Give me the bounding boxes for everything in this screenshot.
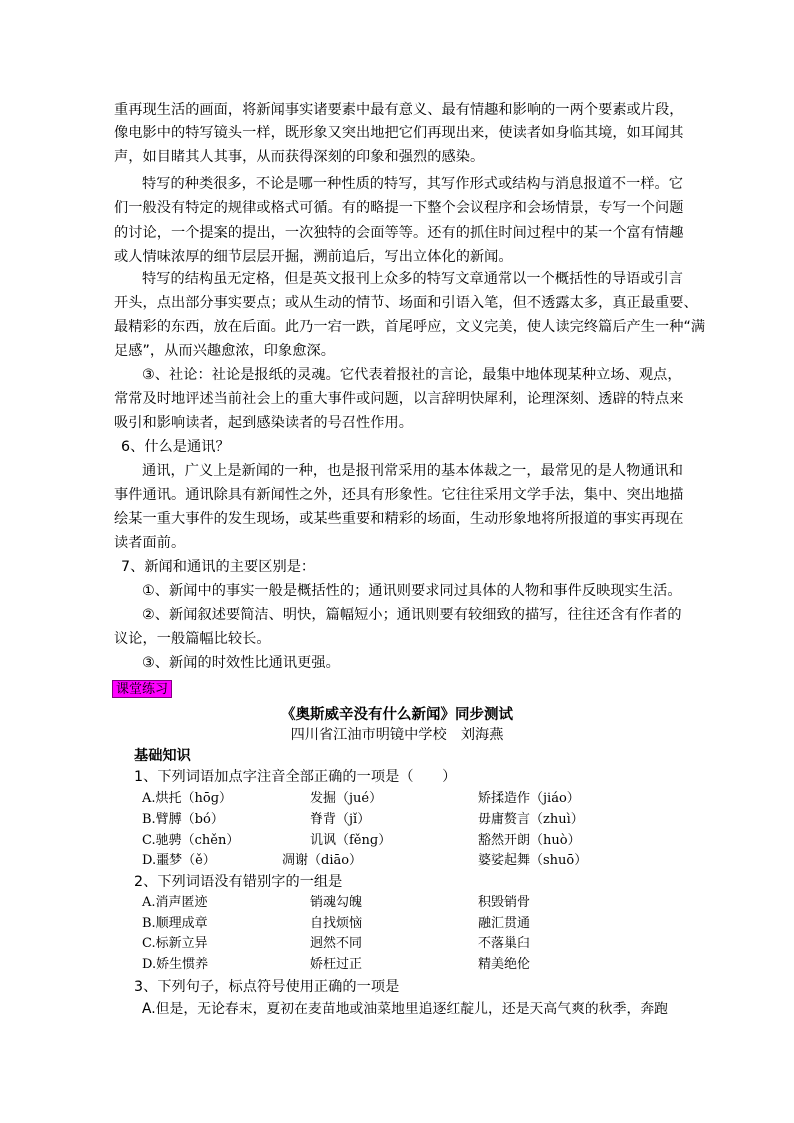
- paragraph-line: 声，如目睹其人其事，从而获得深刻的印象和强烈的感染。: [114, 149, 485, 165]
- option-text: 凋谢（diāo）: [282, 853, 363, 868]
- paragraph-line: ②、新闻叙述要简洁、明快，篇幅短小；通讯则要有较细致的描写，往往还含有作者的: [142, 607, 682, 623]
- option-text: 发掘（jué）: [310, 791, 383, 806]
- option-text: A.但是，无论春末，夏初在麦苗地或油菜地里追逐红靛儿，还是天高气爽的秋季，奔跑: [142, 1001, 669, 1017]
- paragraph-line: ①、新闻中的事实一般是概括性的；通讯则要求同过具体的人物和事件反映现实生活。: [142, 583, 682, 599]
- option-text: C.驰骋（chěn）: [142, 833, 240, 848]
- paragraph-line: 最精彩的东西，放在后面。此乃一宕一跌，首尾呼应，文义完美，使人读完终篇后产生一种“满: [114, 319, 706, 335]
- test-author: 四川省江油市明镜中学校 刘海燕: [290, 727, 504, 743]
- classroom-practice-tag: 课堂练习: [112, 680, 172, 698]
- paragraph-line: 议论，一般篇幅比较长。: [114, 631, 271, 647]
- option-text: 脊背（jǐ）: [310, 812, 371, 827]
- option-text: 融汇贯通: [478, 916, 531, 931]
- option-text: A.烘托（hōɡ）: [142, 791, 233, 806]
- option-text: D.噩梦（ě）: [142, 853, 216, 868]
- paragraph-line: 绘某一重大事件的发生现场，或某些重要和精彩的场面，生动形象地将所报道的事实再现在: [114, 511, 684, 527]
- paragraph-line: 特写的种类很多，不论是哪一种性质的特写，其写作形式或结构与消息报道不一样。它: [142, 176, 684, 192]
- option-text: 婆娑起舞（shuō）: [478, 853, 588, 868]
- paragraph-line: ③、社论：社论是报纸的灵魂。它代表着报社的言论，最集中地体现某种立场、观点，: [142, 367, 682, 383]
- option-text: A.消声匿迹: [142, 895, 208, 910]
- paragraph-line: 吸引和影响读者，起到感染读者的号召性作用。: [114, 415, 413, 431]
- paragraph-line: 通讯，广义上是新闻的一种，也是报刊常采用的基本体裁之一，最常见的是人物通讯和: [142, 463, 684, 479]
- option-text: 豁然开朗（huò）: [478, 833, 581, 848]
- option-text: 娇枉过正: [310, 957, 363, 972]
- option-text: 销魂勾魄: [310, 895, 363, 910]
- paragraph-line: 特写的结构虽无定格，但是英文报刊上众多的特写文章通常以一个概括性的导语或引言: [142, 271, 684, 287]
- option-text: 矫揉造作（jiáo）: [478, 791, 580, 806]
- question-stem: 1、下列词语加点字注音全部正确的一项是（ ）: [134, 769, 457, 785]
- paragraph-line: ③、新闻的时效性比通讯更强。: [142, 655, 340, 671]
- section-heading: 6、什么是通讯？: [121, 439, 230, 455]
- option-text: 积毁销骨: [478, 895, 531, 910]
- section-title: 基础知识: [134, 748, 191, 764]
- option-text: 自找烦恼: [310, 916, 363, 931]
- paragraph-line: 读者面前。: [114, 535, 186, 551]
- option-text: B.臂膊（bó）: [142, 812, 224, 827]
- option-text: C.标新立异: [142, 936, 208, 951]
- question-stem: 3、下列句子，标点符号使用正确的一项是: [134, 979, 400, 995]
- paragraph-line: 重再现生活的画面，将新闻事实诸要素中最有意义、最有情趣和影响的一两个要素或片段，: [114, 102, 684, 118]
- paragraph-line: 或人情味浓厚的细节层层开掘，溯前追后，写出立体化的新闻。: [114, 249, 513, 265]
- option-text: 讥讽（fěnɡ）: [310, 833, 392, 848]
- question-stem: 2、下列词语没有错别字的一组是: [134, 874, 343, 890]
- paragraph-line: 足感”，从而兴趣愈浓，印象愈深。: [114, 343, 335, 359]
- option-text: D.娇生惯养: [142, 957, 209, 972]
- paragraph-line: 常常及时地评述当前社会上的重大事件或问题，以言辞明快犀利，论理深刻、透辟的特点来: [114, 391, 684, 407]
- option-text: B.顺理成章: [142, 916, 208, 931]
- paragraph-line: 事件通讯。通讯除具有新闻性之外，还具有形象性。它往往采用文学手法，集中、突出地描: [114, 487, 684, 503]
- option-text: 迥然不同: [310, 936, 363, 951]
- test-title: 《奥斯威辛没有什么新闻》同步测试: [281, 707, 513, 723]
- section-heading: 7、新闻和通讯的主要区别是：: [121, 559, 316, 575]
- paragraph-line: 们一般没有特定的规律或格式可循。有的略提一下整个会议程序和会场情景，专写一个问题: [114, 200, 684, 216]
- option-text: 不落巢臼: [478, 936, 531, 951]
- option-text: 毋庸赘言（zhuì）: [478, 812, 584, 827]
- option-text: 精美绝伦: [478, 957, 531, 972]
- paragraph-line: 像电影中的特写镜头一样，既形象又突出地把它们再现出来，使读者如身临其境，如耳闻其: [114, 125, 684, 141]
- paragraph-line: 开头，点出部分事实要点；或从生动的情节、场面和引语入笔，但不透露太多，真正最重要、: [114, 295, 698, 311]
- paragraph-line: 的讨论，一个提案的提出，一次独特的会面等等。还有的抓住时间过程中的某一个富有情趣: [114, 225, 684, 241]
